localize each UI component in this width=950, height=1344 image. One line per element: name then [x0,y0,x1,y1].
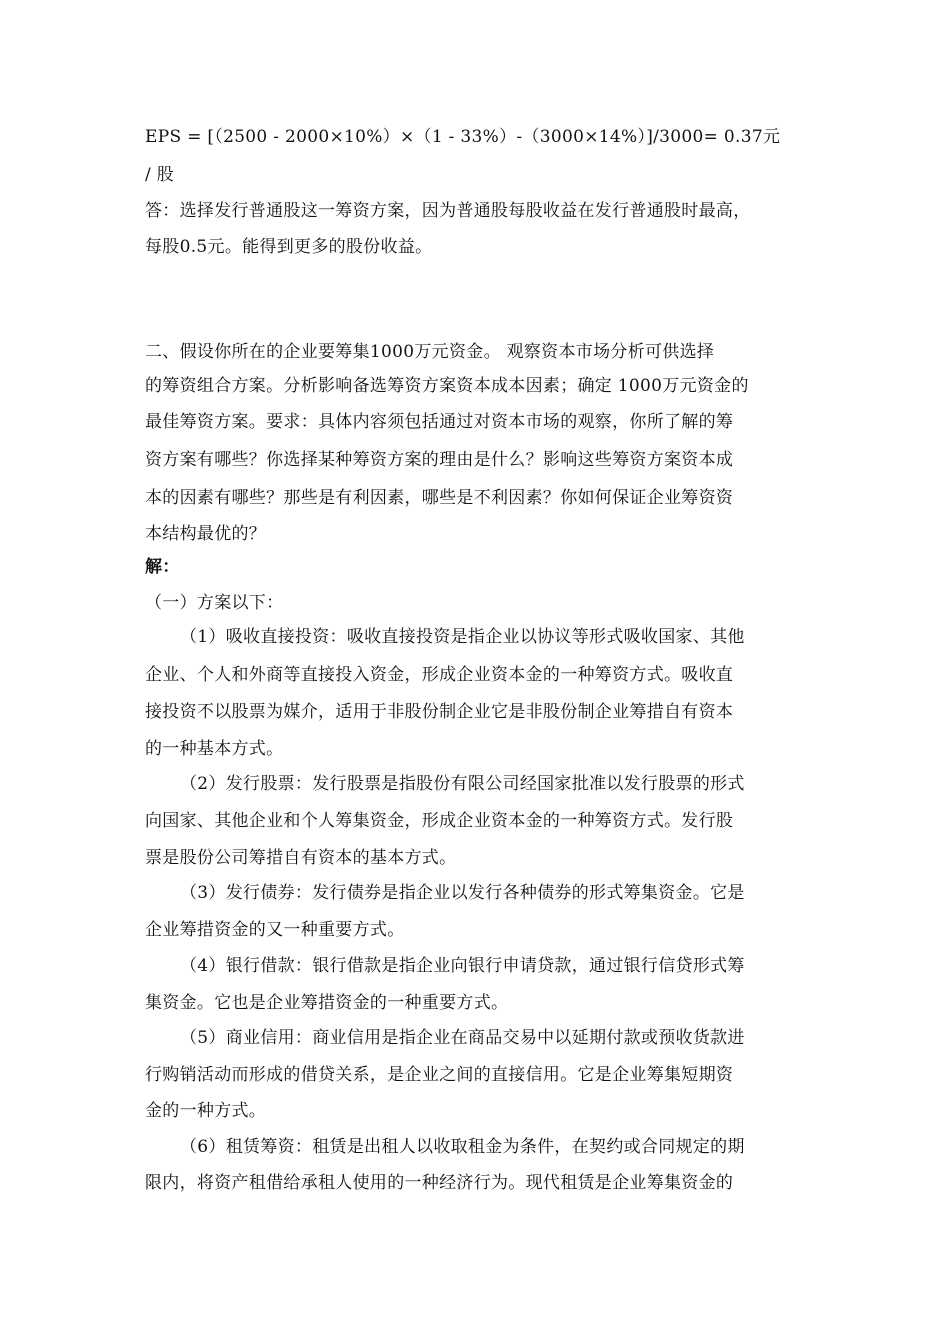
eps-formula-line-1: EPS = [（2500 - 2000×10%）×（1 - 33%）-（3000×14%）]/3000= 0.37元 [145,127,781,147]
question-2-line-4: 资方案有哪些？你选择某种筹资方案的理由是什么？影响这些筹资方案资本成 [145,450,734,470]
item-4-line-2: 集资金。它也是企业筹措资金的一种重要方式。 [145,993,509,1013]
item-6-line-2: 限内，将资产租借给承租人使用的一种经济行为。现代租赁是企业筹集资金的 [145,1173,734,1193]
answer-line-1: 答：选择发行普通股这一筹资方案，因为普通股每股收益在发行普通股时最高， [145,201,751,221]
item-5-line-1: （5）商业信用：商业信用是指企业在商品交易中以延期付款或预收货款进 [180,1028,745,1048]
question-2-line-5: 本的因素有哪些？那些是有利因素，哪些是不利因素？你如何保证企业筹资资 [145,488,734,508]
item-2-line-3: 票是股份公司筹措自有资本的基本方式。 [145,848,457,868]
section-1-heading: （一）方案以下： [145,593,284,613]
item-1-line-2: 企业、个人和外商等直接投入资金，形成企业资本金的一种筹资方式。吸收直 [145,665,734,685]
item-6-line-1: （6）租赁筹资：租赁是出租人以收取租金为条件，在契约或合同规定的期 [180,1137,745,1157]
item-2-line-2: 向国家、其他企业和个人筹集资金，形成企业资本金的一种筹资方式。发行股 [145,811,734,831]
answer-line-2: 每股0.5元。能得到更多的股份收益。 [145,237,433,257]
item-1-line-3: 接投资不以股票为媒介，适用于非股份制企业它是非股份制企业筹措自有资本 [145,702,734,722]
item-1-line-1: （1）吸收直接投资：吸收直接投资是指企业以协议等形式吸收国家、其他 [180,627,745,647]
item-2-line-1: （2）发行股票：发行股票是指股份有限公司经国家批准以发行股票的形式 [180,774,745,794]
item-3-line-1: （3）发行债券：发行债券是指企业以发行各种债券的形式筹集资金。它是 [180,883,745,903]
solution-label: 解： [145,557,180,577]
item-3-line-2: 企业筹措资金的又一种重要方式。 [145,920,405,940]
question-2-line-1: 二、假设你所在的企业要筹集1000万元资金。 观察资本市场分析可供选择 [145,342,715,362]
item-1-line-4: 的一种基本方式。 [145,739,284,759]
item-5-line-2: 行购销活动而形成的借贷关系，是企业之间的直接信用。它是企业筹集短期资 [145,1065,734,1085]
question-2-line-6: 本结构最优的？ [145,524,267,544]
item-4-line-1: （4）银行借款：银行借款是指企业向银行申请贷款，通过银行信贷形式筹 [180,956,745,976]
question-2-line-3: 最佳筹资方案。要求：具体内容须包括通过对资本市场的观察，你所了解的筹 [145,412,734,432]
question-2-line-2: 的筹资组合方案。分析影响备选筹资方案资本成本因素；确定 1000万元资金的 [145,376,749,396]
item-5-line-3: 金的一种方式。 [145,1101,267,1121]
eps-formula-line-2: / 股 [145,165,175,185]
